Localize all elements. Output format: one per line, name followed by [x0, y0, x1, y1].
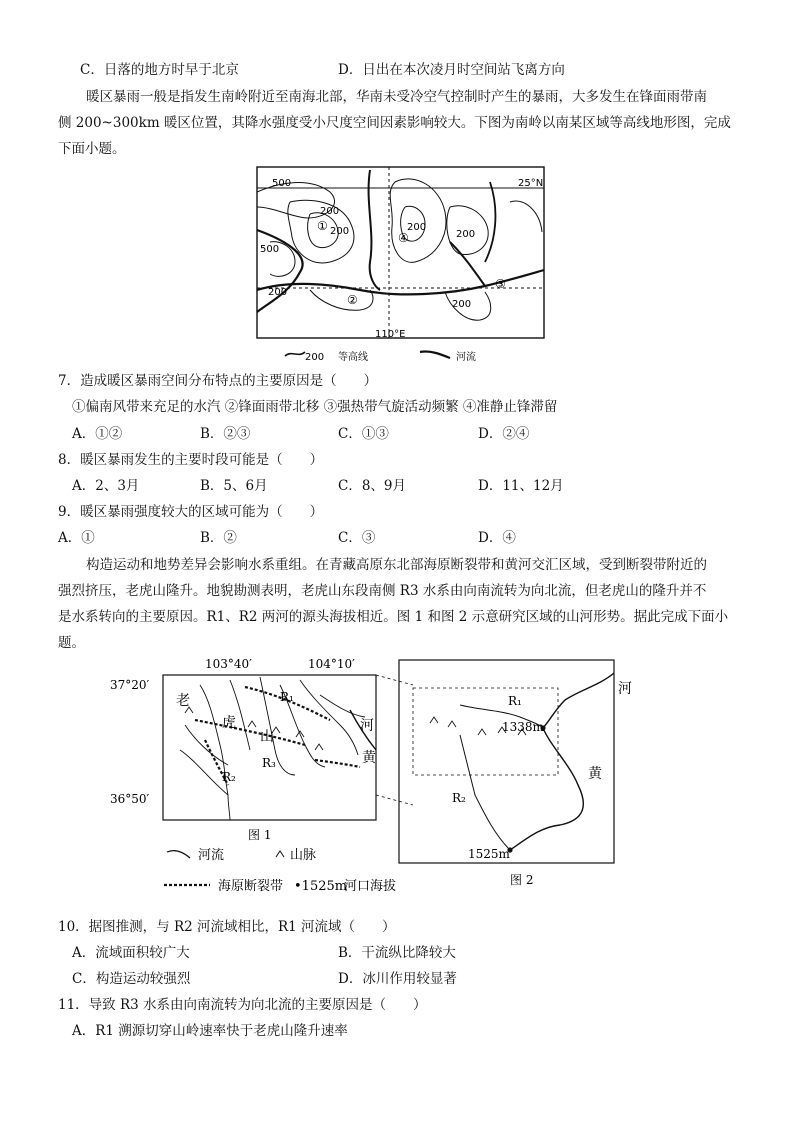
passage2-line3: 是水系转向的主要原因。R1、R2 两河的源头海拔相近。图 1 和图 2 示意研究区域的山河形势。据此完成下面小 — [58, 609, 729, 625]
area-marker-1: ① — [317, 219, 328, 233]
river-figures — [100, 655, 720, 900]
q8-stem: 8．暖区暴雨发生的主要时段可能是（ ） — [58, 452, 324, 468]
contour-map — [250, 162, 550, 367]
q8-option-d[interactable]: D．11、12月 — [478, 478, 564, 494]
q7-stem: 7．造成暖区暴雨空间分布特点的主要原因是（ ） — [58, 373, 378, 389]
q7-items: ①偏南风带来充足的水汽 ②锋面雨带北移 ③强热带气旋活动频繁 ④准静止锋滞留 — [72, 399, 558, 415]
fig1-mountain-char: 山 — [260, 729, 274, 745]
fig1-lon2: 104°10′ — [308, 657, 355, 671]
passage2-line1: 构造运动和地势差异会影响水系重组。在青藏高原东北部海原断裂带和黄河交汇区域，受到断裂带附近的 — [86, 557, 707, 573]
fig2-river-char: 河 — [618, 681, 632, 697]
passage1-line1: 暖区暴雨一般是指发生南岭附近至南海北部，华南未受冷空气控制时产生的暴雨，大多发生在锋面雨带南 — [86, 89, 707, 105]
fig1-lon1: 103°40′ — [205, 657, 252, 671]
fig1-r2: R₂ — [222, 770, 236, 784]
fig1-river-char: 河 — [360, 718, 374, 734]
legend-mountain: 山脉 — [290, 848, 317, 863]
fig1-r1: R₁ — [280, 690, 294, 704]
passage1-line2: 侧 200~300km 暖区位置，其降水强度受小尺度空间因素影响较大。下图为南岭以南某区域等高线地形图，完成 — [58, 115, 731, 131]
fig2-r2: R₂ — [452, 791, 466, 805]
fig2-elev2: 1525m — [468, 847, 510, 861]
q9-option-a[interactable]: A．① — [58, 530, 95, 546]
q7-option-d[interactable]: D．②④ — [478, 426, 530, 442]
q11-option-a[interactable]: A．R1 溯源切穿山岭速率快于老虎山隆升速率 — [72, 1023, 348, 1039]
q7-option-b[interactable]: B．②③ — [200, 426, 251, 442]
contour-label: 200 — [407, 222, 427, 233]
q10-option-d[interactable]: D．冰川作用较显著 — [338, 971, 457, 987]
q11-stem: 11．导致 R3 水系由向南流转为向北流的主要原因是（ ） — [58, 997, 427, 1013]
q8-option-b[interactable]: B．5、6月 — [200, 478, 268, 494]
prev-option-d: D．日出在本次凌月时空间站飞离方向 — [338, 62, 565, 78]
fig1-lat2: 36°50′ — [110, 792, 150, 806]
fig1-mountain-char: 虎 — [222, 715, 236, 731]
fig1-mountain-char: 老 — [176, 693, 190, 709]
fig2-caption: 图 2 — [510, 873, 534, 887]
q9-option-b[interactable]: B．② — [200, 530, 237, 546]
q10-option-c[interactable]: C．构造运动较强烈 — [72, 971, 191, 987]
q8-option-a[interactable]: A．2、3月 — [72, 478, 140, 494]
area-marker-3: ③ — [495, 277, 506, 291]
fig1-river-char: 黄 — [362, 750, 376, 766]
prev-option-c: C．日落的地方时早于北京 — [80, 62, 239, 78]
lon-label: 110°E — [375, 329, 406, 340]
q10-stem: 10．据图推测，与 R2 河流域相比，R1 河流域（ ） — [58, 919, 396, 935]
q7-option-a[interactable]: A．①② — [72, 426, 123, 442]
contour-label: 200 — [268, 287, 288, 298]
contour-label: 500 — [260, 244, 280, 255]
area-marker-2: ② — [347, 293, 358, 307]
river-legend-icon — [167, 851, 190, 858]
legend-elev-label: 河口海拔 — [344, 879, 397, 894]
legend-contour-value: 200 — [305, 352, 325, 363]
area-marker-4: ④ — [398, 231, 409, 245]
legend-contour-label: 等高线 — [338, 352, 368, 363]
fig1-r3: R₃ — [262, 756, 276, 770]
fig2-r1: R₁ — [508, 694, 522, 708]
q9-stem: 9．暖区暴雨强度较大的区域可能为（ ） — [58, 504, 324, 520]
q8-option-c[interactable]: C．8、9月 — [338, 478, 407, 494]
contour-label: 200 — [452, 299, 472, 310]
q10-option-a[interactable]: A．流域面积较广大 — [72, 945, 190, 961]
legend-fault: 海原断裂带 — [218, 879, 284, 894]
river-legend-icon — [420, 351, 450, 358]
contour-label: 200 — [456, 229, 476, 240]
fig2-river-char: 黄 — [588, 766, 602, 782]
contour-label: 200 — [320, 206, 340, 217]
legend-river-label: 河流 — [456, 352, 476, 363]
fig2-elev1: 1338m — [502, 720, 544, 734]
passage1-line3: 下面小题。 — [58, 141, 126, 157]
lat-label: 25°N — [518, 178, 544, 189]
q9-option-c[interactable]: C．③ — [338, 530, 376, 546]
legend-river: 河流 — [198, 848, 225, 863]
passage2-line2: 强烈挤压，老虎山隆升。地貌勘测表明，老虎山东段南侧 R3 水系由向南流转为向北流，但老虎山的隆升并不 — [58, 583, 707, 599]
fig1-caption: 图 1 — [248, 828, 272, 842]
fig1-lat1: 37°20′ — [110, 678, 150, 692]
contour-label: 500 — [272, 178, 292, 189]
contour-legend-icon — [285, 352, 305, 356]
contour-label: 200 — [330, 226, 350, 237]
q9-option-d[interactable]: D．④ — [478, 530, 516, 546]
mountain-legend-icon — [276, 851, 284, 857]
q7-option-c[interactable]: C．①③ — [338, 426, 389, 442]
q10-option-b[interactable]: B．干流纵比降较大 — [338, 945, 456, 961]
passage2-line4: 题。 — [58, 635, 85, 651]
legend-elev-sample: •1525m — [294, 879, 348, 894]
